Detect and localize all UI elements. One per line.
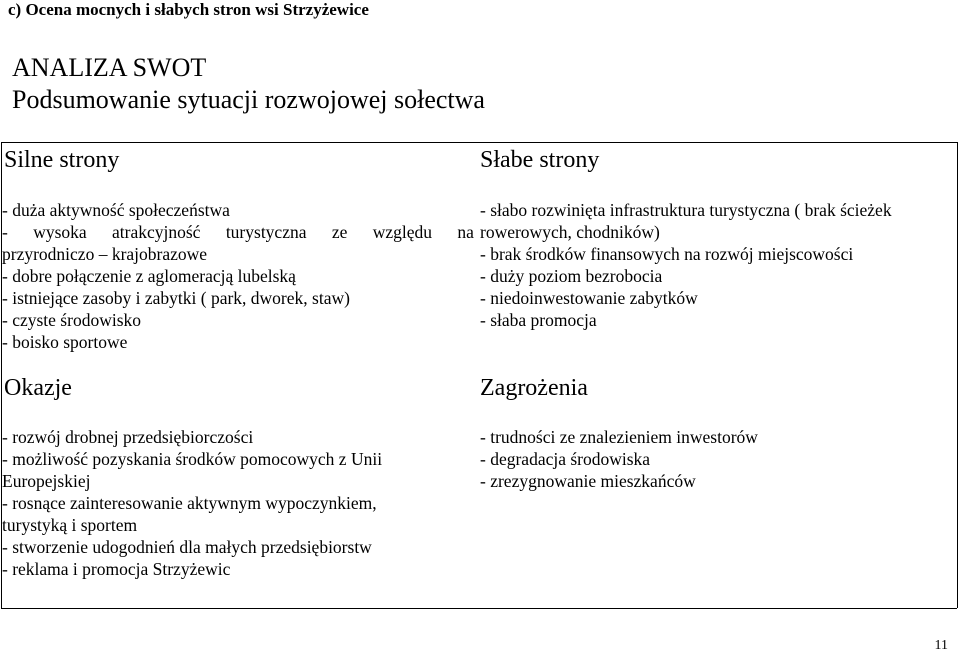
page-number: 11 xyxy=(934,638,948,653)
section-heading: c) Ocena mocnych i słabych stron wsi Strzyżewice xyxy=(8,0,369,19)
strength-item: - duża aktywność społeczeństwa xyxy=(2,200,230,220)
word: ze xyxy=(331,222,348,242)
weaknesses-list xyxy=(480,199,892,331)
weakness-item: rowerowych, chodników) xyxy=(480,222,660,242)
strength-item: przyrodniczo – krajobrazowe xyxy=(2,244,208,264)
strength-item: - czyste środowisko xyxy=(2,310,142,330)
table-right-border xyxy=(957,142,958,608)
strength-item: - dobre połączenie z aglomeracją lubelską xyxy=(2,266,296,286)
strength-item xyxy=(2,221,474,243)
word: - xyxy=(2,222,8,242)
strengths-header: Silne strony xyxy=(4,147,120,173)
opportunity-item: - możliwość pozyskania środków pomocowych z Unii xyxy=(2,449,383,469)
opportunity-item: turystyką i sportem xyxy=(2,515,138,535)
word: atrakcyjność xyxy=(112,222,201,242)
threat-item: - zrezygnowanie mieszkańców xyxy=(480,471,696,491)
table-top-border xyxy=(1,142,957,143)
document-subtitle: Podsumowanie sytuacji rozwojowej sołectwa xyxy=(12,85,485,114)
word: turystyczna xyxy=(225,222,307,242)
table-bottom-border xyxy=(1,608,957,609)
opportunity-item: - rozwój drobnej przedsiębiorczości xyxy=(2,427,254,447)
weakness-item: - niedoinwestowanie zabytków xyxy=(480,288,698,308)
threats-header: Zagrożenia xyxy=(480,375,588,401)
swot-table xyxy=(1,142,957,608)
strength-item: - boisko sportowe xyxy=(2,332,128,352)
opportunities-header: Okazje xyxy=(4,375,72,401)
word: wysoka xyxy=(33,222,87,242)
threat-item: - trudności ze znalezieniem inwestorów xyxy=(480,427,758,447)
threats-list xyxy=(480,426,758,492)
opportunity-item: Europejskiej xyxy=(2,471,91,491)
weaknesses-header: Słabe strony xyxy=(480,147,600,173)
opportunity-item: - stworzenie udogodnień dla małych przedsiębiorstw xyxy=(2,537,372,557)
weakness-item: - słaba promocja xyxy=(480,310,597,330)
strengths-list xyxy=(2,199,474,353)
opportunity-item: - reklama i promocja Strzyżewic xyxy=(2,559,231,579)
threat-item: - degradacja środowiska xyxy=(480,449,651,469)
weakness-item: - brak środków finansowych na rozwój miejscowości xyxy=(480,244,854,264)
document-title: ANALIZA SWOT xyxy=(12,53,207,82)
opportunity-item: - rosnące zainteresowanie aktywnym wypoczynkiem, xyxy=(2,493,377,513)
opportunities-list xyxy=(2,426,382,580)
word: na xyxy=(457,222,474,242)
strength-item: - istniejące zasoby i zabytki ( park, dworek, staw) xyxy=(2,288,350,308)
word: względu xyxy=(372,222,433,242)
weakness-item: - duży poziom bezrobocia xyxy=(480,266,663,286)
weakness-item: - słabo rozwinięta infrastruktura turystyczna ( brak ścieżek xyxy=(480,200,892,220)
